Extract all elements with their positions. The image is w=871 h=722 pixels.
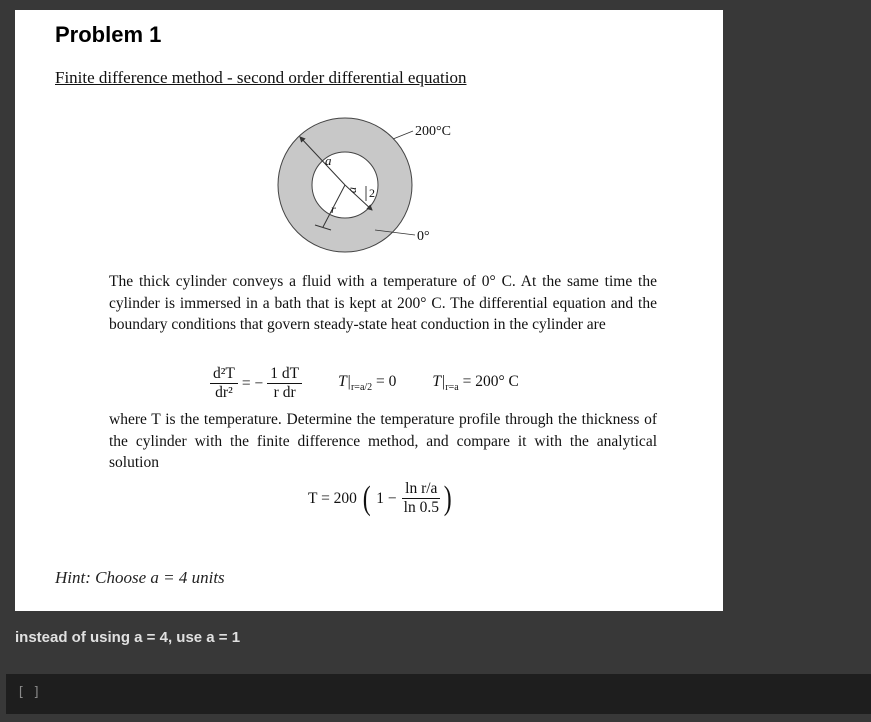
solution-denominator: ln 0.5: [403, 499, 439, 516]
rhs-denominator: r dr: [273, 384, 296, 401]
problem-subtitle: Finite difference method - second order differential equation: [55, 68, 467, 87]
radius-half-den: 2: [369, 186, 375, 200]
boundary-condition-1: $T|_{r=a/2} = 0$: [338, 373, 397, 394]
lhs-numerator: d²T: [210, 365, 238, 384]
radius-half-num: a: [345, 187, 359, 193]
solution-numerator: ln r/a: [402, 480, 440, 499]
equals-sign: = −: [241, 374, 264, 392]
analytical-solution: [308, 480, 453, 517]
problem-description-2: where T is the temperature. Determine the temperature profile through the thickness of the cylinder with the finite difference method, and compare it with the analytical solution: [109, 411, 657, 471]
outer-temp-label: 200°C: [415, 124, 451, 139]
problem-image: [15, 10, 723, 611]
code-cell[interactable]: [6, 674, 871, 714]
lhs-fraction: [210, 365, 238, 402]
one-minus: 1 −: [376, 489, 397, 507]
open-paren: (: [362, 479, 371, 517]
radius-r-label: r: [331, 202, 336, 216]
governing-equation: [210, 365, 519, 402]
inner-temp-label: 0°: [417, 229, 430, 244]
lhs-denominator: dr²: [215, 384, 233, 401]
solution-fraction: [401, 480, 442, 517]
solution-lhs: T = 200: [308, 489, 357, 507]
problem-title: Problem 1: [55, 22, 162, 47]
run-cell-button[interactable]: [ ]: [17, 685, 41, 700]
outer-leader: [393, 131, 413, 139]
problem-description: The thick cylinder conveys a fluid with a temperature of 0° C. At the same time the cylinder is immersed in a bath that is kept at 200° C. The differential equation and the boundary conditions that govern steady-state heat conduction in the cylinder are: [109, 273, 657, 333]
radius-a-label: a: [325, 153, 332, 168]
comment-text: instead of using a = 4, use a = 1: [15, 629, 241, 646]
rhs-fraction: [267, 365, 302, 402]
hint-text: Hint: Choose a = 4 units: [55, 568, 225, 587]
boundary-condition-2: $T|_{r=a} = 200^\circ$ C: [432, 373, 519, 394]
rhs-numerator: 1 dT: [267, 365, 302, 384]
close-paren: ): [443, 479, 452, 517]
cylinder-diagram: [265, 115, 495, 265]
